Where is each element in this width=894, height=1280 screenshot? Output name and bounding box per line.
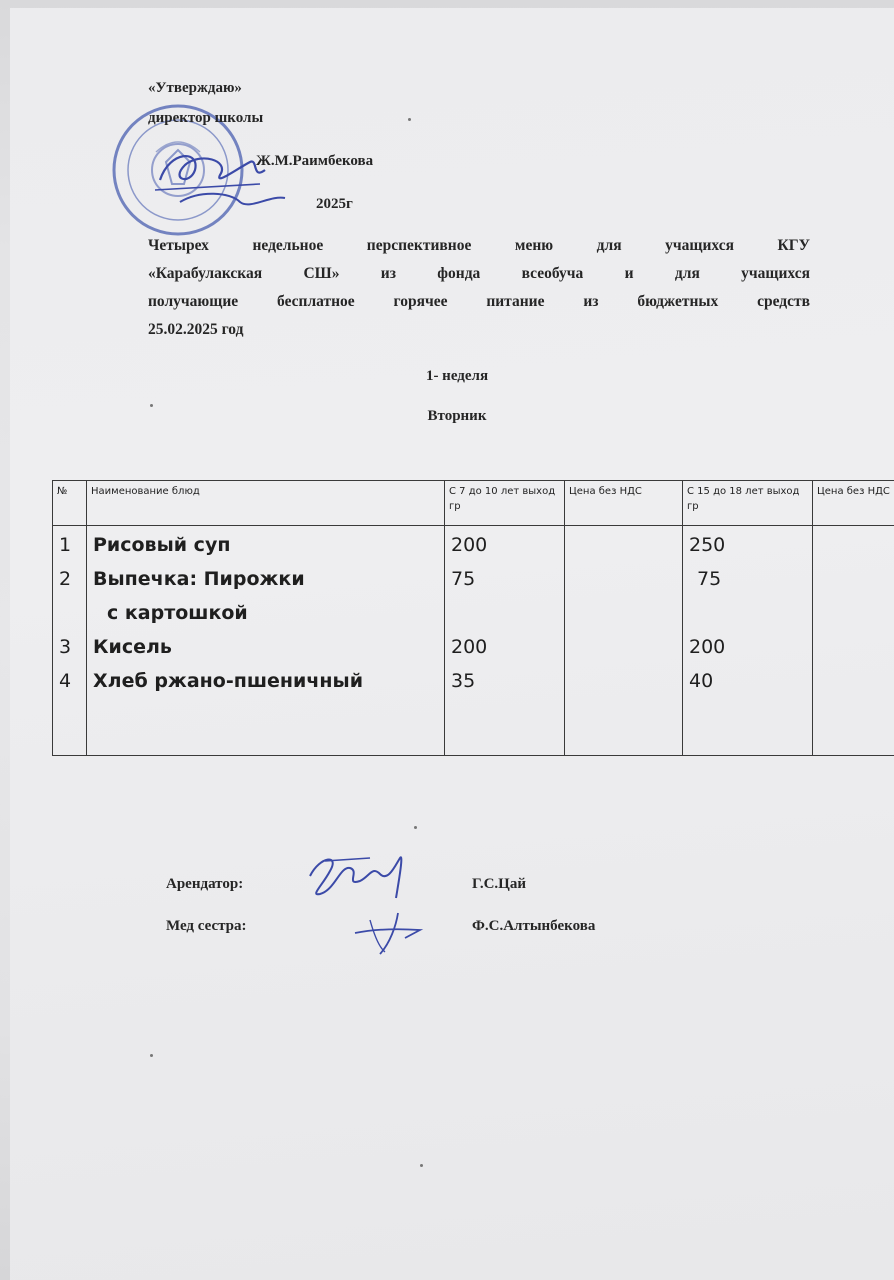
dish-name-continued: с картошкой [107,602,248,624]
tenant-label: Арендатор: [166,876,244,892]
row-num: 3 [59,636,72,658]
header-name: Наименование блюд [87,481,445,526]
title-line: 25.02.2025 год [148,321,244,338]
portion-7-10: 200 [451,636,488,658]
header-price-1: Цена без НДС [565,481,683,526]
num-column [53,526,87,756]
tenant-signature-icon [300,846,420,906]
portion-7-10: 35 [451,670,476,692]
speck [420,1164,423,1167]
speck [150,404,153,407]
portion-15-18: 75 [697,568,722,590]
table-header-row [53,481,894,526]
dish-name: Хлеб ржано-пшеничный [93,670,364,692]
price-1-column [565,526,683,756]
price-2-column [813,526,894,756]
header-age-7-10: С 7 до 10 лет выход гр [445,481,565,526]
header-age-15-18: С 15 до 18 лет выход гр [683,481,813,526]
nurse-label: Мед сестра: [166,918,247,934]
header-price-2: Цена без НДС [813,481,894,526]
age-15-18-column [683,526,813,756]
row-num: 2 [59,568,72,590]
dish-name: Кисель [93,636,172,658]
nurse-name: Ф.С.Алтынбекова [472,918,596,934]
menu-table [52,480,894,756]
portion-7-10: 75 [451,568,476,590]
approve-label: «Утверждаю» [148,80,242,96]
portion-15-18: 200 [689,636,726,658]
speck [150,1054,153,1057]
dish-name: Выпечка: Пирожки [93,568,305,590]
day-label: Вторник [427,408,487,424]
director-name: Ж.М.Раимбекова [256,153,374,169]
title-line: Четырех недельное перспективное меню для учащихся КГУ [148,237,810,254]
age-7-10-column [445,526,565,756]
title-line: «Карабулакская СШ» из фонда всеобуча и для учащихся [148,265,810,282]
row-num: 4 [59,670,72,692]
title-line: получающие бесплатное горячее питание из бюджетных средств [148,293,810,310]
portion-7-10: 200 [451,534,488,556]
header-num: № [53,481,87,526]
speck [408,118,411,121]
approval-year: 2025г [316,196,353,212]
tenant-name: Г.С.Цай [472,876,526,892]
nurse-signature-icon [350,908,430,958]
table-row [53,526,894,756]
portion-15-18: 250 [689,534,726,556]
dish-name: Рисовый суп [93,534,231,556]
director-position: директор школы [148,110,264,126]
portion-15-18: 40 [689,670,714,692]
week-label: 1- неделя [425,368,489,384]
menu-title [148,232,810,344]
speck [414,826,417,829]
director-signature-icon [140,140,290,220]
name-column [87,526,445,756]
row-num: 1 [59,534,72,556]
